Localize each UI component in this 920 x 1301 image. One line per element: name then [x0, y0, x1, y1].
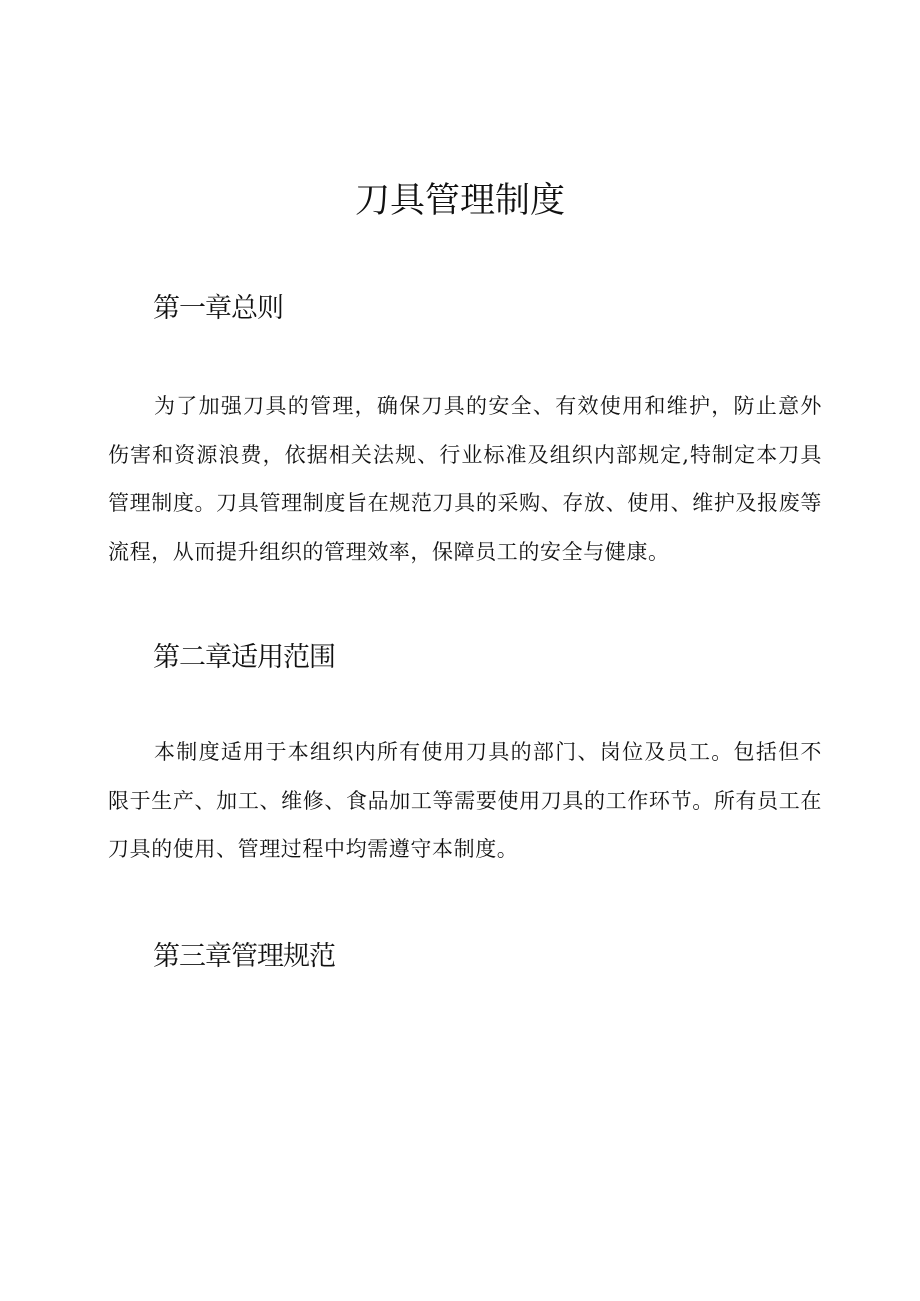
document-title: 刀具管理制度	[354, 181, 565, 221]
chapter-1-heading: 第一章总则	[153, 293, 283, 324]
chapter-2-paragraph: 本制度适用于本组织内所有使用刀具的部门、岗位及员工。包括但不限于生产、加工、维修、食品加工等需要使用刀具的工作环节。所有员工在刀具的使用、管理过程中均需遵守本制度。	[108, 740, 822, 861]
chapter-3-heading: 第三章管理规范	[153, 941, 335, 972]
chapter-1-paragraph: 为了加强刀具的管理，确保刀具的安全、有效使用和维护，防止意外伤害和资源浪费，依据相关法规、行业标准及组织内部规定,特制定本刀具管理制度。刀具管理制度旨在规范刀具的采购、存放、使用、维护及报废等流程，从而提升组织的管理效率，保障员工的安全与健康。	[108, 394, 822, 564]
chapter-2-heading: 第二章适用范围	[153, 642, 335, 673]
